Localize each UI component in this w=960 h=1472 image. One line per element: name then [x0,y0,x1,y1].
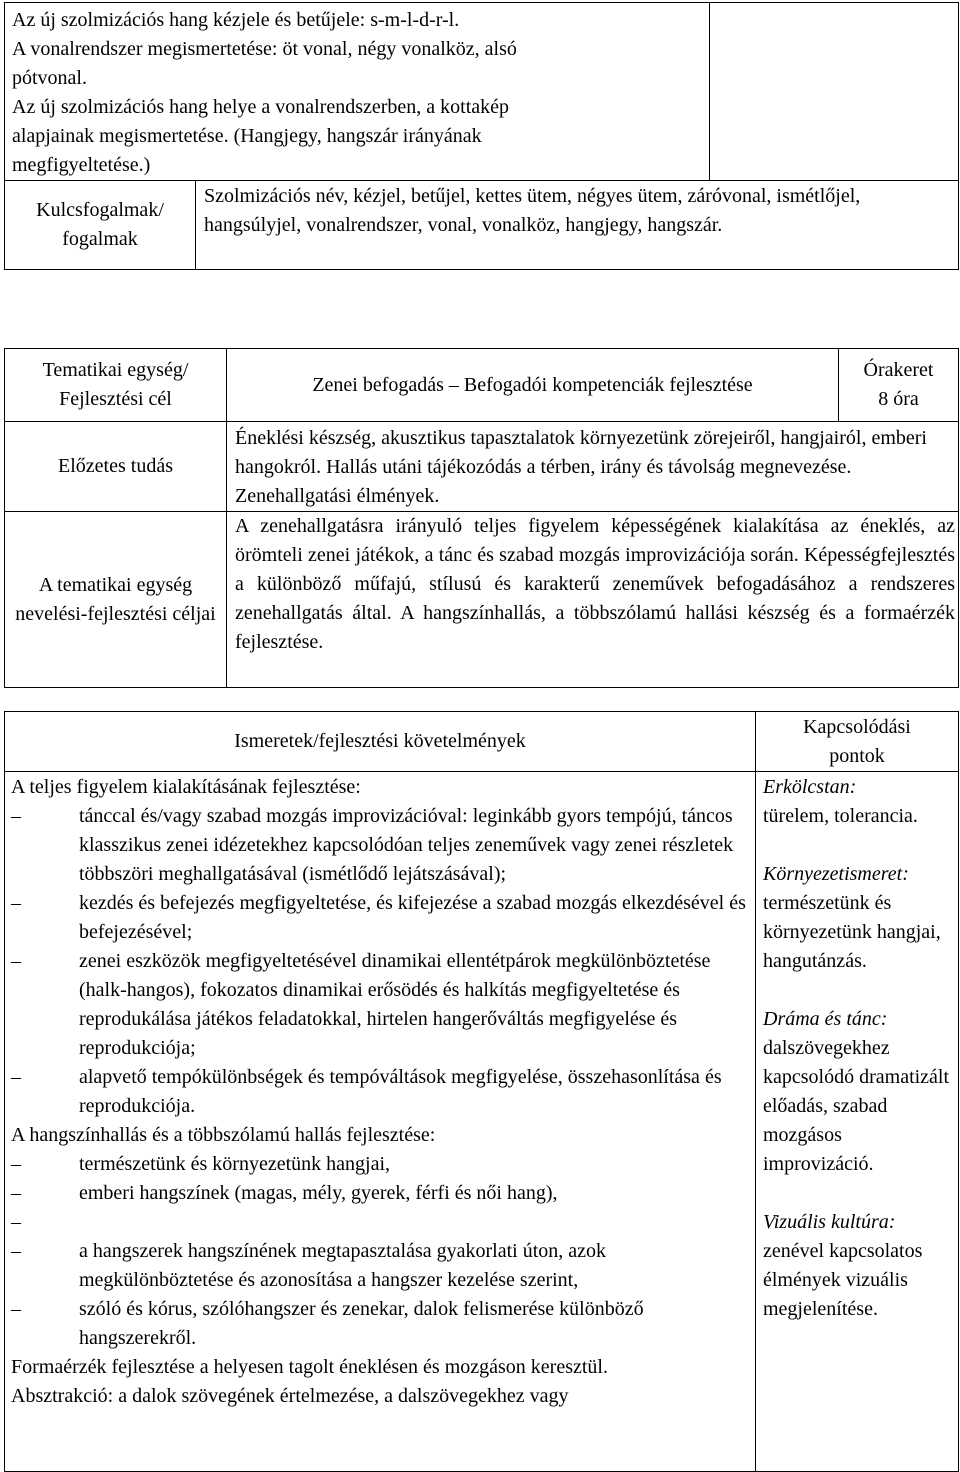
section-title: A hangszínhallás és a többszólamú hallás fejlesztése: [11,1124,436,1146]
list-item: – emberi hangszínek (magas, mély, gyerek, férfi és női hang), [11,1182,558,1204]
links-content [756,772,959,1472]
prior-knowledge-text: Éneklési készség, akusztikus tapasztalatok környezetünk zörejeiről, hangjairól, emberi hangokról. Hallás utáni tájékozódás a térben, irány és távolság megnevezése. Zenehallgatási élmények. [227,422,959,512]
abstraction-text: Absztrakció: a dalok szövegének értelmezése, a dalszövegekhez vagy [11,1385,569,1407]
content-line: A vonalrendszer megismertetése: öt vonal, négy vonalköz, alsó [12,38,517,60]
list-item: – a hangszerek hangszínének megtapasztalása gyakorlati úton, azok megkülönböztetése és azonosítása a hangszer kezelése szerint, [11,1240,607,1291]
hours-label: Órakeret [863,359,934,381]
link-text: dalszövegekhez kapcsolódó dramatizált előadás, szabad mozgásos improvizáció. [763,1037,950,1175]
list-item: – alapvető tempókülönbségek és tempóváltások megfigyelése, összehasonlítása és reprodukciója. [11,1066,722,1117]
links-header: Kapcsolódási pontok [756,712,959,772]
link-block [763,1005,954,1179]
form-sense-text: Formaérzék fejlesztése a helyesen tagolt éneklésen és mozgáson keresztül. [11,1356,608,1378]
content-line: Az új szolmizációs hang helye a vonalrendszerben, a kottakép [12,96,510,118]
top-table [4,2,959,270]
content-line: alapjainak megismertetése. (Hangjegy, hangszár irányának [12,125,482,147]
list-item: – zenei eszközök megfigyeltetésével dinamikai ellentétpárok megkülönböztetése (halk-hangos), fokozatos dinamikai erősödés és halkítás megfigyeltetése és reprodukálása játékos feladatokkal, hirtelen hangerőváltás megfigyelése és reprodukciója; [11,950,711,1059]
goals-label: A tematikai egység nevelési-fejlesztési céljai [5,512,227,688]
prior-content-cell [5,3,710,181]
section-title: A teljes figyelem kialakításának fejlesztése: [11,776,361,798]
goals-text: A zenehallgatásra irányuló teljes figyelem képességének kialakítása az éneklés, az örömteli zenei játékok, a tánc és szabad mozgás improvizációja során. Képességfejlesztés a különböző műfajú, stílusú és karakterű zeneművek befogadásához a rendszeres zenehallgatás által. A hangszínhallás, a többszólamú hallási készség és a formaérzék fejlesztése. [227,512,959,688]
link-text: zenével kapcsolatos élmények vizuális megjelenítése. [763,1240,923,1320]
content-line: megfigyeltetése.) [12,154,151,176]
list-item: – természetünk és környezetünk hangjai, [11,1153,390,1175]
content-line: pótvonal. [12,67,87,89]
requirements-table [4,711,959,1472]
list-item: – szóló és kórus, szólóhangszer és zenekar, dalok felismerése különböző hangszerekről. [11,1298,644,1349]
list-item: – [11,1211,21,1233]
requirements-content [5,772,756,1472]
link-text: természetünk és környezetünk hangjai, hangutánzás. [763,892,941,972]
link-text: türelem, tolerancia. [763,805,918,827]
link-title: Erkölcstan: [763,776,857,798]
link-block [763,860,954,976]
unit-title: Zenei befogadás – Befogadói kompetenciák fejlesztése [227,349,839,422]
link-title: Vizuális kultúra: [763,1211,896,1233]
link-block [763,773,954,831]
key-concepts-text: Szolmizációs név, kézjel, betűjel, kettes ütem, négyes ütem, záróvonal, ismétlőjel, hangsúlyjel, vonalrendszer, vonal, vonalköz, hangjegy, hangszár. [196,181,959,270]
key-concepts-label: Kulcsfogalmak/ fogalmak [5,181,196,270]
link-title: Dráma és tánc: [763,1008,888,1030]
hours-value: 8 óra [878,388,919,410]
unit-table [4,348,959,688]
unit-label: Tematikai egység/ Fejlesztési cél [5,349,227,422]
requirements-header: Ismeretek/fejlesztési követelmények [5,712,756,772]
list-item: – tánccal és/vagy szabad mozgás improvizációval: leginkább gyors tempójú, táncos klasszikus zenei idézetekhez kapcsolódóan teljes zeneművek vagy zenei részletek többszöri meghallgatásával (ismétlődő lejátszásával); [11,805,734,885]
empty-cell [710,3,959,181]
link-title: Környezetismeret: [763,863,909,885]
list-item: – kezdés és befejezés megfigyeltetése, és kifejezése a szabad mozgás elkezdésével és befejezésével; [11,892,746,943]
content-line: Az új szolmizációs hang kézjele és betűjele: s-m-l-d-r-l. [12,9,460,31]
link-block [763,1208,954,1324]
hours-cell [839,349,959,422]
prior-knowledge-label: Előzetes tudás [5,422,227,512]
